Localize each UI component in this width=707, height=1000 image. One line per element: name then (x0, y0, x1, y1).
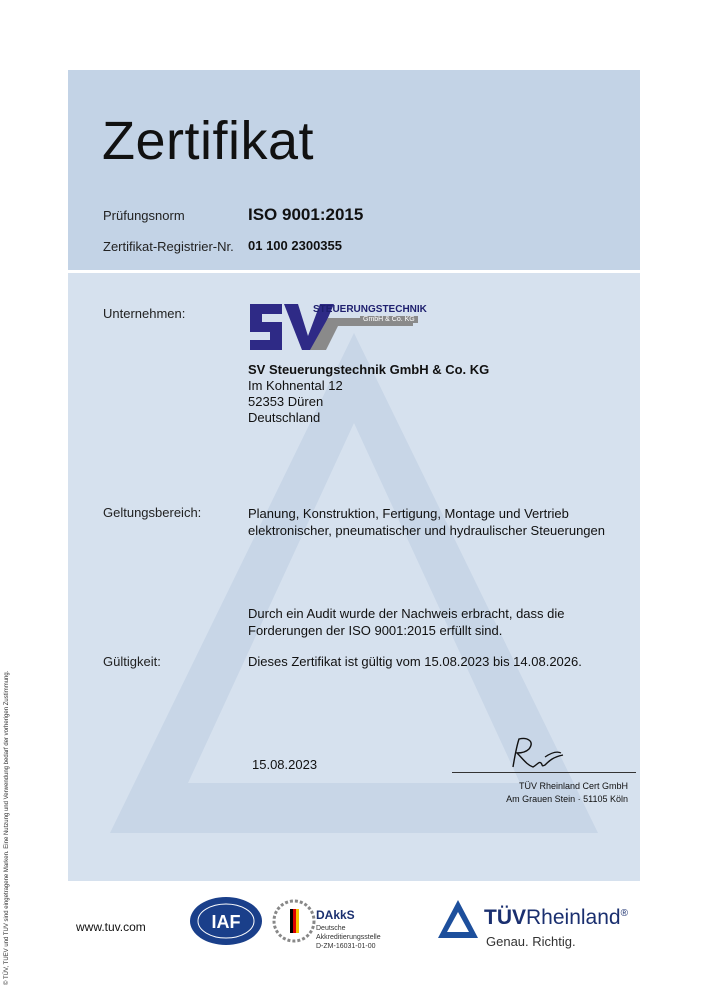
tuv-brand-b: Rheinland (526, 906, 621, 929)
logo-subtext: GmbH & Co. KG (360, 316, 418, 323)
validity-label: Gültigkeit: (103, 654, 161, 669)
validity-text: Dieses Zertifikat ist gültig vom 15.08.2023 bis 14.08.2026. (248, 654, 582, 669)
issuer-block (460, 780, 628, 806)
audit-line-2: Forderungen der ISO 9001:2015 erfüllt sind. (248, 623, 503, 638)
dakks-line-3: D-ZM-16031-01-00 (316, 943, 376, 950)
tuv-triangle-icon (436, 898, 480, 940)
company-city: 52353 Düren (248, 394, 324, 409)
certificate-title: Zertifikat (102, 111, 315, 171)
dakks-line-1: Deutsche (316, 925, 346, 932)
iaf-logo-icon (188, 895, 264, 947)
scope-text (248, 505, 605, 539)
dakks-logo-icon (272, 895, 316, 947)
company-country: Deutschland (248, 410, 321, 425)
dakks-name: DAkkS (316, 908, 355, 922)
signature-line (452, 772, 636, 773)
iaf-text: IAF (211, 912, 241, 932)
registration-value: 01 100 2300355 (248, 238, 342, 253)
company-name: SV Steuerungstechnik GmbH & Co. KG (248, 362, 490, 377)
trademark-note: © TÜV, TUEV und TUV sind eingetragene Marken. Eine Nutzung und Verwendung bedarf der vorherigen Zustimmung. (4, 670, 10, 985)
tuv-slogan: Genau. Richtig. (486, 934, 576, 949)
signature-icon (505, 735, 575, 773)
standard-label: Prüfungsnorm (103, 208, 185, 223)
dakks-line-2: Akkreditierungsstelle (316, 934, 381, 941)
audit-statement (248, 605, 565, 639)
tuv-brand-a: TÜV (484, 906, 526, 929)
issuer-address: Am Grauen Stein · 51105 Köln (506, 794, 628, 804)
standard-value: ISO 9001:2015 (248, 205, 364, 224)
issue-date: 15.08.2023 (252, 757, 318, 772)
registration-label: Zertifikat-Registrier-Nr. (103, 239, 234, 254)
dakks-details (316, 924, 381, 951)
audit-line-1: Durch ein Audit wurde der Nachweis erbracht, dass die (248, 606, 565, 621)
company-address (248, 362, 489, 426)
tuv-brand (484, 906, 628, 930)
logo-text: STEUERUNGSTECHNIK (313, 304, 427, 315)
tuv-registered-mark: ® (620, 908, 628, 919)
scope-line-2: elektronischer, pneumatischer und hydraulischer Steuerungen (248, 523, 605, 538)
scope-line-1: Planung, Konstruktion, Fertigung, Montage und Vertrieb (248, 506, 569, 521)
issuer-name: TÜV Rheinland Cert GmbH (518, 781, 628, 791)
company-street: Im Kohnental 12 (248, 378, 343, 393)
company-label: Unternehmen: (103, 306, 186, 321)
website-link[interactable]: www.tuv.com (76, 920, 146, 934)
scope-label: Geltungsbereich: (103, 505, 202, 520)
